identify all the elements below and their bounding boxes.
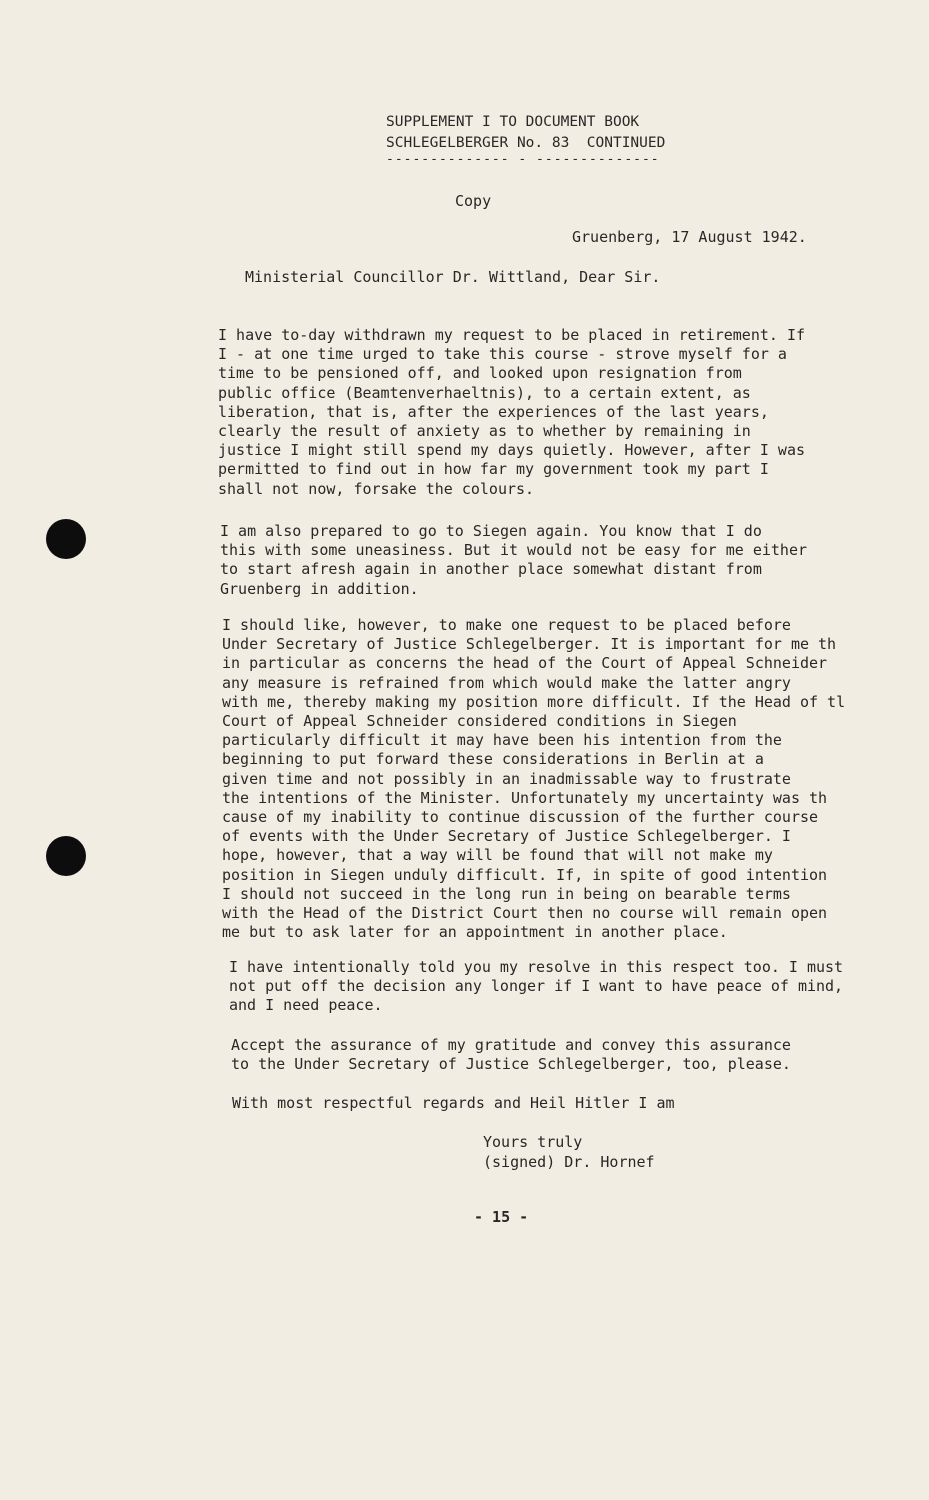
letter-date: Gruenberg, 17 August 1942.	[572, 228, 807, 246]
text-line: I should not succeed in the long run in being on bearable terms	[222, 884, 791, 903]
punch-hole	[46, 519, 86, 559]
text-line: cause of my inability to continue discussion of the further course	[222, 808, 819, 827]
text-line: of events with the Under Secretary of Justice Schlegelberger. I	[222, 827, 791, 846]
text-line: public office (Beamtenverhaeltnis), to a certain extent, as	[218, 383, 751, 402]
text-line: I should like, however, to make one request to be placed before	[222, 616, 791, 634]
paragraph-gratitude	[231, 1036, 891, 1074]
paragraph-request	[222, 616, 882, 942]
text-line: not put off the decision any longer if I want to have peace of mind,	[229, 977, 844, 996]
text-line: clearly the result of anxiety as to whether by remaining in	[218, 422, 751, 441]
text-line: time to be pensioned off, and looked upon resignation from	[218, 364, 742, 383]
text-line: me but to ask later for an appointment in another place.	[222, 923, 728, 942]
header-underline: -------------- - --------------	[386, 152, 660, 167]
copy-label: Copy	[455, 192, 492, 210]
text-line: With most respectful regards and Heil Hitler I am	[232, 1094, 675, 1112]
text-line: I - at one time urged to take this course - strove myself for a	[218, 345, 787, 364]
paragraph-resolve	[229, 958, 889, 1016]
salutation: Ministerial Councillor Dr. Wittland, Dear Sir.	[245, 268, 661, 286]
paragraph-regards	[232, 1094, 892, 1113]
text-line: particularly difficult it may have been his intention from the	[222, 731, 782, 750]
text-line: shall not now, forsake the colours.	[218, 479, 535, 498]
text-line: and I need peace.	[229, 996, 383, 1015]
text-line: liberation, that is, after the experiences of the last years,	[218, 402, 769, 421]
text-line: to start afresh again in another place somewhat distant from	[220, 560, 762, 579]
signature-block	[483, 1132, 655, 1172]
text-line: given time and not possibly in an inadmissable way to frustrate	[222, 769, 791, 788]
header-subtitle: SCHLEGELBERGER No. 83 CONTINUED	[386, 135, 666, 151]
text-line: hope, however, that a way will be found that will not make my	[222, 846, 773, 865]
text-line: beginning to put forward these considerations in Berlin at a	[222, 750, 764, 769]
text-line: Gruenberg in addition.	[220, 579, 419, 598]
text-line: Accept the assurance of my gratitude and convey this assurance	[231, 1036, 791, 1054]
text-line: with me, thereby making my position more difficult. If the Head of tl	[222, 692, 846, 711]
text-line: with the Head of the District Court then no course will remain open	[222, 904, 828, 923]
text-line: I have intentionally told you my resolve in this respect too. I must	[229, 958, 844, 976]
document-header	[386, 112, 716, 166]
text-line: permitted to find out in how far my government took my part I	[218, 460, 769, 479]
paragraph-siegen	[220, 522, 880, 599]
text-line: in particular as concerns the head of the Court of Appeal Schneider	[222, 654, 828, 673]
text-line: this with some uneasiness. But it would not be easy for me either	[220, 541, 807, 560]
text-line: I have to-day withdrawn my request to be placed in retirement. If	[218, 326, 805, 344]
text-line: Court of Appeal Schneider considered conditions in Siegen	[222, 712, 737, 731]
paragraph-retirement	[218, 326, 878, 499]
text-line: Under Secretary of Justice Schlegelberger. It is important for me th	[222, 635, 837, 654]
signature-line: (signed) Dr. Hornef	[483, 1153, 655, 1171]
text-line: position in Siegen unduly difficult. If, in spite of good intention	[222, 865, 828, 884]
text-line: to the Under Secretary of Justice Schlegelberger, too, please.	[231, 1055, 791, 1074]
closing-phrase: Yours truly	[483, 1133, 583, 1151]
text-line: the intentions of the Minister. Unfortunately my uncertainty was th	[222, 788, 828, 807]
text-line: I am also prepared to go to Siegen again. You know that I do	[220, 522, 762, 540]
text-line: justice I might still spend my days quietly. However, after I was	[218, 441, 805, 460]
page-number: - 15 -	[474, 1208, 529, 1226]
header-title: SUPPLEMENT I TO DOCUMENT BOOK	[386, 114, 640, 130]
punch-hole	[46, 836, 86, 876]
text-line: any measure is refrained from which would make the latter angry	[222, 673, 791, 692]
